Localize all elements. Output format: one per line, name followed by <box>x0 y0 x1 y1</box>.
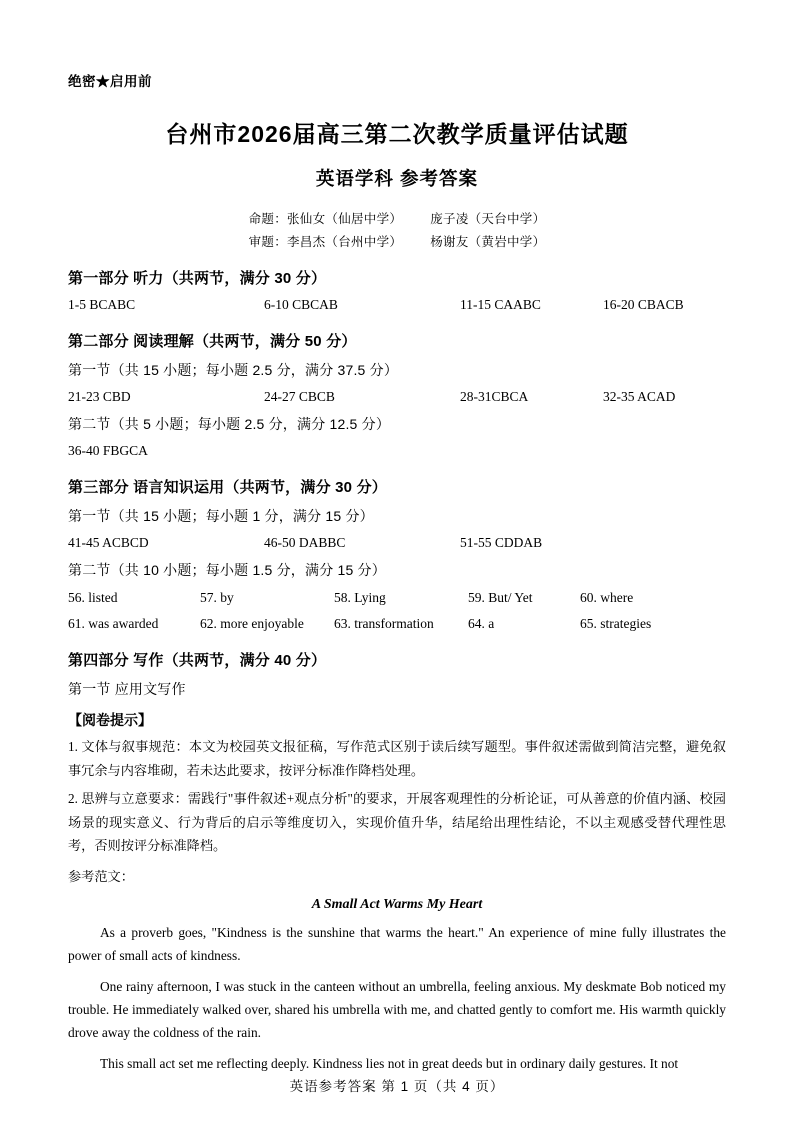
answer-group: 51-55 CDDAB <box>460 535 543 550</box>
part-three-fill-row-2 <box>68 616 726 632</box>
page-title: 台州市2026届高三第二次教学质量评估试题 <box>165 121 629 147</box>
answer-group: 28-31CBCA <box>460 389 529 404</box>
fill-answer: 65. strategies <box>580 616 652 631</box>
fill-answer: 63. transformation <box>334 616 434 631</box>
secret-mark: 绝密★启用前 <box>68 74 152 89</box>
part-two-section-one-answers <box>68 389 726 405</box>
essay-paragraph: This small act set me reflecting deeply. Kindness lies not in great deeds but in ordinary daily gestures. It not <box>100 1055 679 1071</box>
essay-title: A Small Act Warms My Heart <box>311 896 483 912</box>
essay-paragraph: As a proverb goes, "Kindness is the sunshine that warms the heart." An experience of mine fully illustrates the power of small acts of kindness. <box>68 924 726 963</box>
part-three-section-two-heading: 第二节（共 10 小题；每小题 1.5 分，满分 15 分） <box>68 562 386 578</box>
fill-answer: 56. listed <box>68 590 118 605</box>
part-one-heading: 第一部分 听力（共两节，满分 30 分） <box>68 270 327 287</box>
answer-group: 6-10 CBCAB <box>264 297 338 312</box>
answer-group: 21-23 CBD <box>68 389 131 404</box>
part-three-heading: 第三部分 语言知识运用（共两节，满分 30 分） <box>68 479 387 496</box>
part-one-answer-row <box>68 297 726 313</box>
answer-group: 24-27 CBCB <box>264 389 335 404</box>
credit-role-label: 审题： <box>248 235 287 249</box>
answer-group: 11-15 CAABC <box>460 297 541 312</box>
part-two-section-two-answers: 36-40 FBGCA <box>68 443 148 458</box>
fill-answer: 61. was awarded <box>68 616 159 631</box>
part-three-fill-row-1 <box>68 590 726 606</box>
reference-essay-label: 参考范文： <box>68 868 134 884</box>
credit-name-1: 张仙女（仙居中学） <box>287 212 403 226</box>
part-three-section-one-heading: 第一节（共 15 小题；每小题 1 分，满分 15 分） <box>68 508 374 524</box>
essay-paragraph: One rainy afternoon, I was stuck in the canteen without an umbrella, feeling anxious. My deskmate Bob noticed my trouble. He immediately walked over, shared his umbrella with me, and chatted gently to comfort me. His warmth quickly drove away the coldness of the rain. <box>68 978 726 1040</box>
page-footer: 英语参考答案 第 1 页（共 4 页） <box>289 1079 505 1094</box>
answer-group: 46-50 DABBC <box>264 535 346 550</box>
part-four-heading: 第四部分 写作（共两节，满分 40 分） <box>68 652 327 669</box>
fill-answer: 64. a <box>468 616 495 631</box>
part-three-section-one-answers <box>68 535 726 551</box>
marking-tip-1: 1. 文体与叙事规范：本文为校园英文报征稿，写作范式区别于读后续写题型。事件叙述需做到简洁完整，避免叙事冗余与内容堆砌，若未达此要求，按评分标准作降档处理。 <box>68 739 726 778</box>
answer-group: 16-20 CBACB <box>603 297 684 312</box>
fill-answer: 59. But/ Yet <box>468 590 533 605</box>
marking-tips-title: 【阅卷提示】 <box>68 712 152 728</box>
fill-answer: 60. where <box>580 590 634 605</box>
fill-answer: 58. Lying <box>334 590 386 605</box>
credit-row-review <box>68 232 726 250</box>
credit-name-2: 庞子凌（天台中学） <box>430 212 546 226</box>
fill-answer: 62. more enjoyable <box>200 616 304 631</box>
answer-group: 41-45 ACBCD <box>68 535 149 550</box>
page-subtitle: 英语学科 参考答案 <box>315 168 479 189</box>
marking-tip-2: 2. 思辨与立意要求：需践行"事件叙述+观点分析"的要求，开展客观理性的分析论证，可从善意的价值内涵、校园场景的现实意义、行为背后的启示等维度切入，实现价值升华，结尾给出理性结论，不以主观感受替代理性思考，否则按评分标准降档。 <box>68 791 726 853</box>
part-two-section-two-heading: 第二节（共 5 小题；每小题 2.5 分，满分 12.5 分） <box>68 416 391 432</box>
part-four-section-one-heading: 第一节 应用文写作 <box>68 681 186 697</box>
credit-role-label: 命题： <box>248 212 287 226</box>
credits-block <box>68 209 726 250</box>
fill-answer: 57. by <box>200 590 234 605</box>
credit-name-2: 杨谢友（黄岩中学） <box>430 235 546 249</box>
part-two-heading: 第二部分 阅读理解（共两节，满分 50 分） <box>68 333 357 350</box>
part-two-section-one-heading: 第一节（共 15 小题；每小题 2.5 分，满分 37.5 分） <box>68 362 399 378</box>
credit-row-authoring <box>68 209 726 227</box>
answer-group: 1-5 BCABC <box>68 297 136 312</box>
answer-group: 32-35 ACAD <box>603 389 676 404</box>
credit-name-1: 李昌杰（台州中学） <box>287 235 403 249</box>
